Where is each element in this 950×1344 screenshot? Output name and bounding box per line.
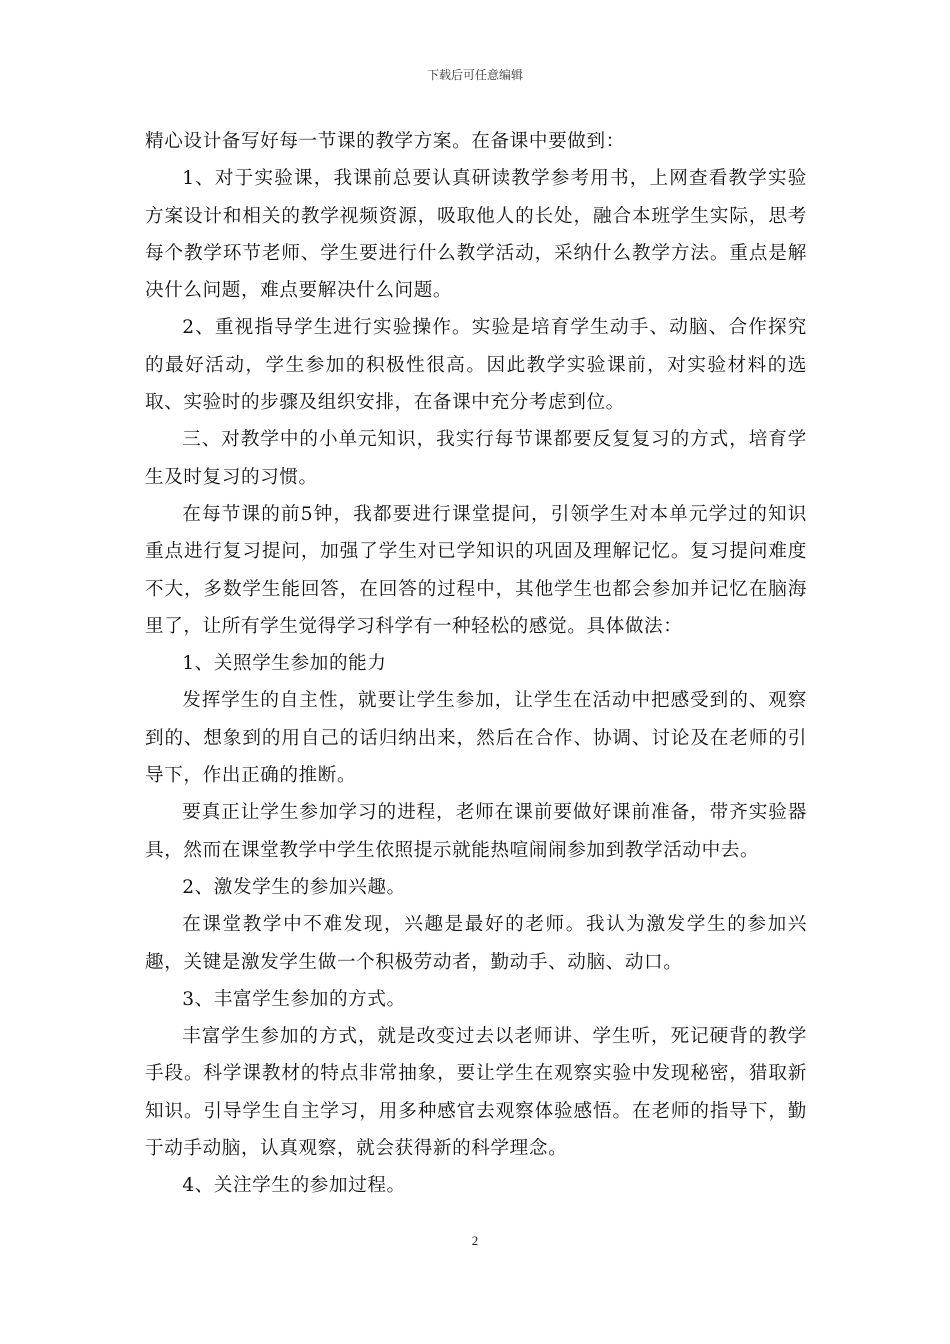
- paragraph: 1、对于实验课，我课前总要认真研读教学参考用书，上网查看教学实验方案设计和相关的教学视频资源，吸取他人的长处，融合本班学生实际，思考每个教学环节老师、学生要进行什么教学活动，采纳什么教学方法。重点是解决什么问题，难点要解决什么问题。: [145, 168, 807, 302]
- list-heading: 3、丰富学生参加的方式。: [182, 988, 406, 1010]
- paragraph: 丰富学生参加的方式，就是改变过去以老师讲、学生听，死记硬背的教学手段。科学课教材的特点非常抽象，要让学生在观察实验中发现秘密，猎取新知识。引导学生自主学习，用多种感官去观察体验感悟。在老师的指导下，勤于动手动脑，认真观察，就会获得新的科学理念。: [145, 1026, 807, 1160]
- paragraph: 在课堂教学中不难发现，兴趣是最好的老师。我认为激发学生的参加兴趣，关键是激发学生做一个积极劳动者，勤动手、动脑、动口。: [145, 914, 807, 973]
- document-body: [145, 123, 807, 1205]
- paragraph: 发挥学生的自主性，就要让学生参加，让学生在活动中把感受到的、观察到的、想象到的用自己的话归纳出来，然后在合作、协调、讨论及在老师的引导下，作出正确的推断。: [145, 690, 807, 787]
- paragraph: 2、重视指导学生进行实验操作。实验是培育学生动手、动脑、合作探究的最好活动，学生参加的积极性很高。因此教学实验课前，对实验材料的选取、实验时的步骤及组织安排，在备课中充分考虑到位。: [145, 317, 807, 414]
- page-number: 2: [471, 1233, 479, 1248]
- paragraph: 在每节课的前5钟，我都要进行课堂提问，引领学生对本单元学过的知识重点进行复习提问，加强了学生对已学知识的巩固及理解记忆。复习提问难度不大，多数学生能回答，在回答的过程中，其他学生也都会参加并记忆在脑海里了，让所有学生觉得学习科学有一种轻松的感觉。具体做法：: [145, 503, 807, 637]
- paragraph: 要真正让学生参加学习的进程，老师在课前要做好课前准备，带齐实验器具，然而在课堂教学中学生依照提示就能热喧闹闹参加到教学活动中去。: [145, 802, 807, 861]
- paragraph: 精心设计备写好每一节课的教学方案。在备课中要做到：: [145, 131, 625, 152]
- list-heading: 4、关注学生的参加过程。: [182, 1175, 406, 1197]
- list-heading: 1、关照学生参加的能力: [182, 653, 387, 675]
- paragraph: 三、对教学中的小单元知识，我实行每节课都要反复复习的方式，培育学生及时复习的习惯。: [145, 429, 807, 488]
- list-heading: 2、激发学生的参加兴趣。: [182, 876, 406, 898]
- page-header: 下载后可任意编辑: [426, 68, 523, 82]
